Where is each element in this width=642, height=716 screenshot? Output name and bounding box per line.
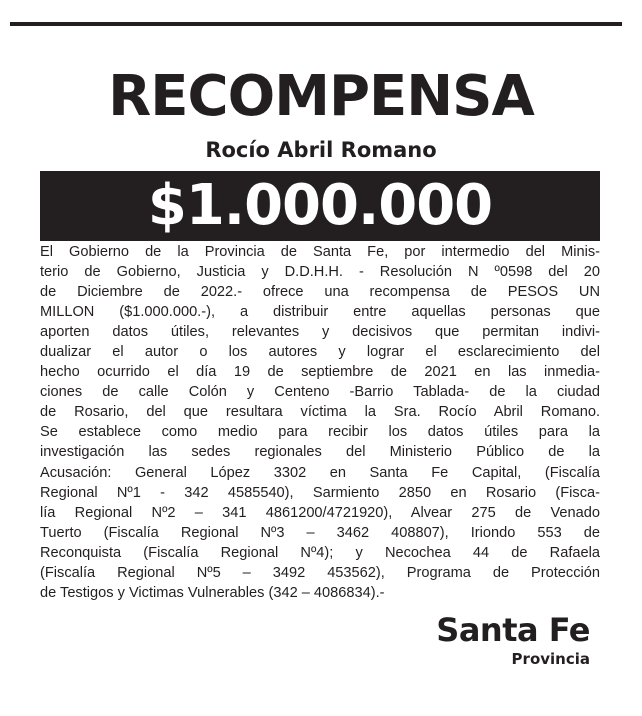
body-line: Acusación: General López 3302 en Santa Fe Capital, (Fiscalía	[40, 464, 600, 481]
body-line: Se establece como medio para recibir los datos útiles para la	[40, 424, 600, 441]
santa-fe-logo	[436, 612, 590, 668]
reward-amount: $1.000.000	[147, 173, 493, 238]
body-line: de Diciembre de 2022.- ofrece una recompensa de PESOS UN	[40, 284, 600, 301]
notice-title: RECOMPENSA	[108, 64, 534, 129]
notice-subtitle: Rocío Abril Romano	[205, 138, 437, 162]
body-line: Reconquista (Fiscalía Regional Nº4); y Necochea 44 de Rafaela	[40, 544, 600, 561]
body-line: de Testigos y Victimas Vulnerables (342 – 4086834).-	[40, 584, 385, 601]
body-line: investigación las sedes regionales del Ministerio Público de la	[40, 444, 600, 461]
body-line: aporten datos útiles, relevantes y decisivos que permitan indivi-	[40, 324, 600, 341]
body-line: terio de Gobierno, Justicia y D.D.H.H. - Resolución N º0598 del 20	[40, 264, 600, 281]
body-line: de Rosario, del que resultara víctima la Sra. Rocío Abril Romano.	[40, 404, 600, 421]
notice-body	[40, 242, 600, 603]
brand-name: Santa Fe	[436, 611, 590, 649]
reward-amount-banner	[40, 171, 600, 241]
body-line: Regional Nº1 - 342 4585540), Sarmiento 2850 en Rosario (Fisca-	[40, 484, 600, 501]
body-line: El Gobierno de la Provincia de Santa Fe, por intermedio del Minis-	[40, 244, 600, 260]
brand-subtitle: Provincia	[511, 650, 590, 668]
body-line: hecho ocurrido el día 19 de septiembre de 2021 en las inmedia-	[40, 364, 600, 381]
body-line: (Fiscalía Regional Nº5 – 3492 453562), Programa de Protección	[40, 564, 600, 581]
body-line: lía Regional Nº2 – 341 4861200/4721920), Alvear 275 de Venado	[40, 504, 600, 521]
body-line: Tuerto (Fiscalía Regional Nº3 – 3462 408807), Iriondo 553 de	[40, 524, 600, 541]
body-line: ciones de calle Colón y Centeno -Barrio Tablada- de la ciudad	[40, 384, 600, 401]
top-rule	[10, 22, 622, 26]
body-line: MILLON ($1.000.000.-), a distribuir entre aquellas personas que	[40, 304, 600, 321]
body-line: dualizar el autor o los autores y lograr el esclarecimiento del	[40, 344, 600, 361]
